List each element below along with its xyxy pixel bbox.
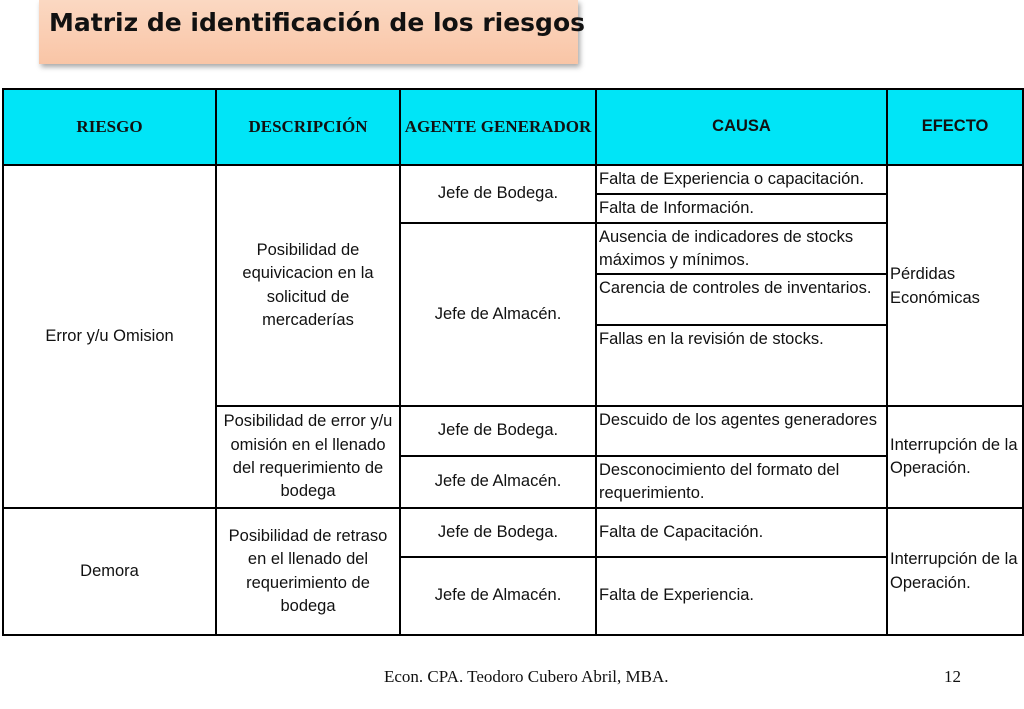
risk-matrix-table <box>2 88 1024 636</box>
header-efecto: EFECTO <box>887 89 1023 165</box>
causa-cell: Fallas en la revisión de stocks. <box>596 325 887 406</box>
header-row <box>3 89 1023 165</box>
slide-title: Matriz de identificación de los riesgos <box>49 8 585 37</box>
agente-cell: Jefe de Bodega. <box>400 406 596 456</box>
riesgo-cell: Error y/u Omision <box>3 165 216 508</box>
header-descripcion: DESCRIPCIÓN <box>216 89 400 165</box>
agente-cell: Jefe de Almacén. <box>400 223 596 406</box>
descripcion-cell: Posibilidad de retraso en el llenado del requerimiento de bodega <box>216 508 400 635</box>
causa-cell: Falta de Experiencia. <box>596 557 887 635</box>
causa-cell: Falta de Experiencia o capacitación. <box>596 165 887 194</box>
title-box <box>39 0 585 64</box>
descripcion-cell: Posibilidad de error y/u omisión en el llenado del requerimiento de bodega <box>216 406 400 508</box>
agente-cell: Jefe de Bodega. <box>400 165 596 223</box>
footer-author: Econ. CPA. Teodoro Cubero Abril, MBA. <box>384 667 669 686</box>
efecto-cell: Interrupción de la Operación. <box>887 508 1023 635</box>
header-causa: CAUSA <box>596 89 887 165</box>
causa-cell: Descuido de los agentes generadores <box>596 406 887 456</box>
agente-cell: Jefe de Almacén. <box>400 557 596 635</box>
header-agente-generador: AGENTE GENERADOR <box>400 89 596 165</box>
riesgo-cell: Demora <box>3 508 216 635</box>
agente-cell: Jefe de Almacén. <box>400 456 596 508</box>
causa-cell: Falta de Capacitación. <box>596 508 887 557</box>
descripcion-cell: Posibilidad de equivicacion en la solicitud de mercaderías <box>216 165 400 406</box>
causa-cell: Ausencia de indicadores de stocks máximos y mínimos. <box>596 223 887 274</box>
causa-cell: Desconocimiento del formato del requerimiento. <box>596 456 887 508</box>
header-riesgo: RIESGO <box>3 89 216 165</box>
causa-cell: Carencia de controles de inventarios. <box>596 274 887 325</box>
efecto-cell: Pérdidas Económicas <box>887 165 1023 406</box>
page-number: 12 <box>944 667 961 686</box>
causa-cell: Falta de Información. <box>596 194 887 223</box>
table-row <box>3 165 1023 194</box>
efecto-cell: Interrupción de la Operación. <box>887 406 1023 508</box>
agente-cell: Jefe de Bodega. <box>400 508 596 557</box>
table-row <box>3 508 1023 557</box>
